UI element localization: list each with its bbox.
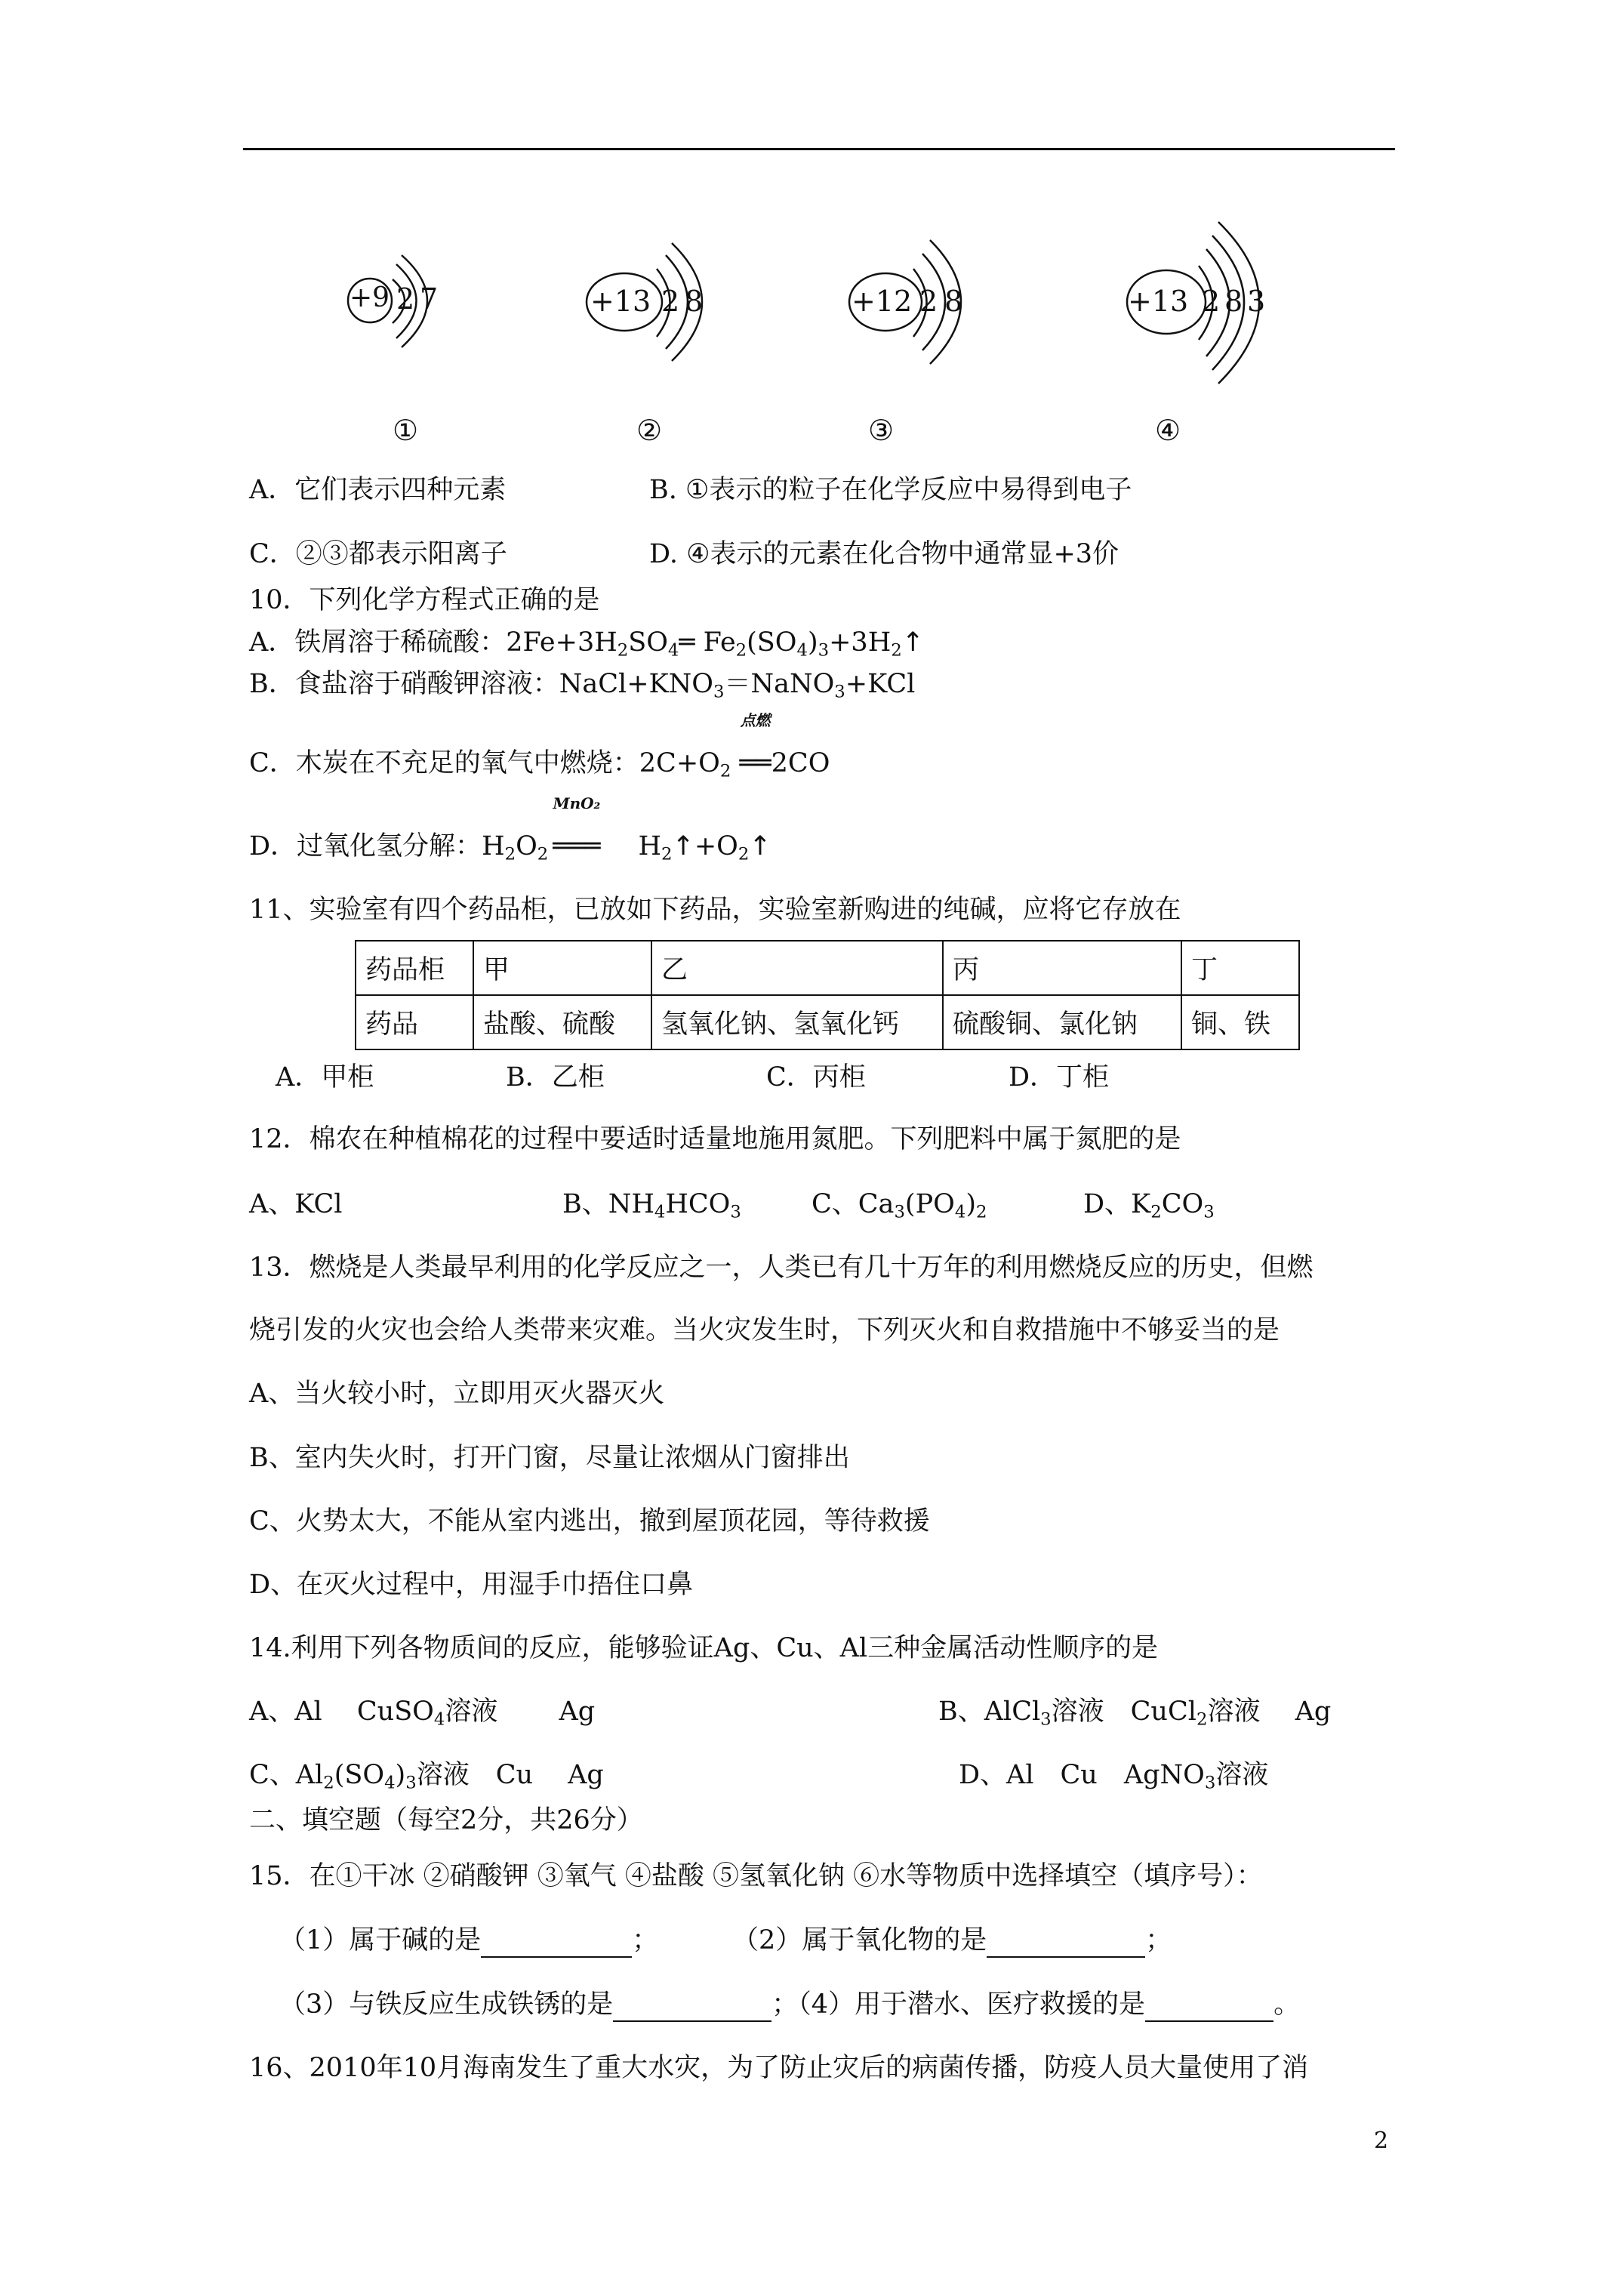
table-row [356,941,1299,995]
atom-3-number: ③ [868,414,895,447]
page-number: 2 [1374,2128,1389,2154]
q15-part-3-label: （3）与铁反应生成铁锈的是 [279,1989,614,2020]
q10-option-b-label: B．食盐溶于硝酸钾溶液： [249,669,559,699]
q15-stem: 15．在①干冰 ②硝酸钾 ③氧气 ④盐酸 ⑤氢氧化钠 ⑥水等物质中选择填空（填序号）： [249,1861,1263,1891]
q10-option-c-equation: $2C+O_2$ 点燃 ══2CO [639,711,830,781]
atom-diagrams [0,0,1623,468]
q12-option-c: C、$Ca_3(PO_4)_2$ [812,1189,987,1222]
q13-option-c: C、火势太大，不能从室内逃出，撤到屋顶花园，等待救援 [249,1506,930,1536]
table-cell: 药品 [356,995,473,1049]
q10-c-condition: 点燃 [740,711,771,729]
atom-4-shell-3: 3 [1247,285,1266,318]
atom-3-nucleus: +12 [852,285,913,318]
q12-stem: 12．棉农在种植棉花的过程中要适时适量地施用氮肥。下列肥料中属于氮肥的是 [249,1124,1181,1154]
q13-stem-line-1: 13．燃烧是人类最早利用的化学反应之一，人类已有几十万年的利用燃烧反应的历史，但燃 [249,1253,1313,1283]
q14-stem: 14.利用下列各物质间的反应，能够验证Ag、Cu、Al三种金属活动性顺序的是 [249,1633,1159,1663]
table-cell: 氢氧化钠、氢氧化钙 [651,995,943,1049]
q15-part-3 [279,1989,1300,2022]
atom-2-nucleus: +13 [590,285,651,318]
q10-option-d-label: D．过氧化氢分解： [249,831,482,861]
table-cell: 甲 [473,941,651,995]
atom-1-shell-1: 2 [396,282,415,316]
atom-4-shell-2: 8 [1224,285,1243,318]
atom-3-shell-2: 8 [944,285,963,318]
q14-option-b: B、AlCl$_3$溶液 CuCl$_2$溶液 Ag [938,1697,1332,1730]
q11-cabinet-table [355,940,1300,1050]
atom-1-number: ① [393,414,419,447]
q15-period: 。 [1273,1989,1301,2020]
q16-stem: 16、2010年10月海南发生了重大水灾，为了防止灾后的病菌传播，防疫人员大量使用了消 [249,2053,1309,2083]
q15-blank-2[interactable] [987,1925,1145,1958]
q13-stem-line-2: 烧引发的火灾也会给人类带来灾难。当火灾发生时，下列灭火和自救措施中不够妥当的是 [249,1315,1280,1345]
q15-part-1 [279,1925,658,1958]
table-cell: 硫酸铜、氯化钠 [943,995,1181,1049]
q10-option-b-equation: $NaCl+KNO_3=NaNO_3+KCl$ [559,669,916,702]
q14-option-a: A、Al CuSO$_4$溶液 Ag [249,1697,596,1730]
q10-option-c-label: C．木炭在不充足的氧气中燃烧： [249,748,639,778]
q15-semicolon-2: ； [1145,1925,1172,1955]
q13-option-d: D、在灭火过程中，用湿手巾捂住口鼻 [249,1570,694,1600]
atom-2-shell-2: 8 [685,285,704,318]
q15-part-4-label: ；（4）用于潜水、医疗救援的是 [771,1989,1146,2020]
q10-d-condition: MnO₂ [553,794,601,812]
q12-option-b: B、$NH_4HCO_3$ [562,1189,741,1222]
table-cell: 乙 [651,941,943,995]
q10-option-a-equation: $2Fe+3H_2SO_4═$ $Fe_2(SO_4)_3+3H_2↑$ [506,627,925,661]
q15-semicolon-1: ； [632,1925,659,1955]
atom-1-shell-2: 7 [420,282,439,316]
q11-option-b: B．乙柜 [506,1062,605,1093]
q12-option-a: A、KCl [249,1189,343,1219]
q15-part-1-label: （1）属于碱的是 [279,1925,482,1955]
q9-option-d: D. ④表示的元素在化合物中通常显+3价 [649,539,1119,569]
table-cell: 药品柜 [356,941,473,995]
table-cell: 盐酸、硫酸 [473,995,651,1049]
table-row [356,995,1299,1049]
q15-part-2-label: （2）属于氧化物的是 [732,1925,987,1955]
atom-4-nucleus: +13 [1128,285,1189,318]
atom-2-shell-1: 2 [661,285,680,318]
q14-option-d: D、Al Cu AgNO$_3$溶液 [959,1760,1269,1793]
q14-option-c: C、$Al_2(SO_4)_3$溶液 Cu Ag [249,1760,604,1793]
q15-part-2 [732,1925,1172,1958]
atom-2-number: ② [636,414,663,447]
q10-option-c [249,711,830,781]
table-cell: 丁 [1181,941,1299,995]
q10-option-d [249,794,771,864]
q10-stem: 10．下列化学方程式正确的是 [249,585,600,615]
q15-blank-3[interactable] [613,1989,771,2022]
q12-option-d: D、$K_2CO_3$ [1083,1189,1215,1222]
q11-option-d: D．丁柜 [1009,1062,1110,1093]
q9-option-b: B. ①表示的粒子在化学反应中易得到电子 [649,475,1132,505]
q9-option-c: C．②③都表示阳离子 [249,539,507,569]
q10-option-a-label: A．铁屑溶于稀硫酸： [249,627,507,658]
q10-option-d-equation: $H_2O_2$ MnO₂ ═══ $H_2↑+O_2↑$ [482,794,771,864]
q13-option-a: A、当火较小时，立即用灭火器灭火 [249,1379,665,1409]
q10-option-a [249,627,925,661]
q11-option-a: A．甲柜 [276,1062,374,1093]
q9-option-a: A．它们表示四种元素 [249,475,507,505]
q15-blank-1[interactable] [481,1925,632,1958]
atom-4-number: ④ [1155,414,1181,447]
q11-stem: 11、实验室有四个药品柜，已放如下药品，实验室新购进的纯碱，应将它存放在 [249,895,1181,925]
atom-1-nucleus: +9 [350,282,390,313]
q15-blank-4[interactable] [1145,1989,1273,2022]
q13-option-b: B、室内失火时，打开门窗，尽量让浓烟从门窗排出 [249,1443,850,1473]
q10-option-b [249,668,915,700]
atom-3-shell-1: 2 [919,285,938,318]
table-cell: 铜、铁 [1181,995,1299,1049]
q11-option-c: C．丙柜 [766,1062,866,1093]
table-cell: 丙 [943,941,1181,995]
section-2-heading: 二、填空题（每空2分，共26分） [249,1805,643,1835]
atom-4-shell-1: 2 [1202,285,1221,318]
